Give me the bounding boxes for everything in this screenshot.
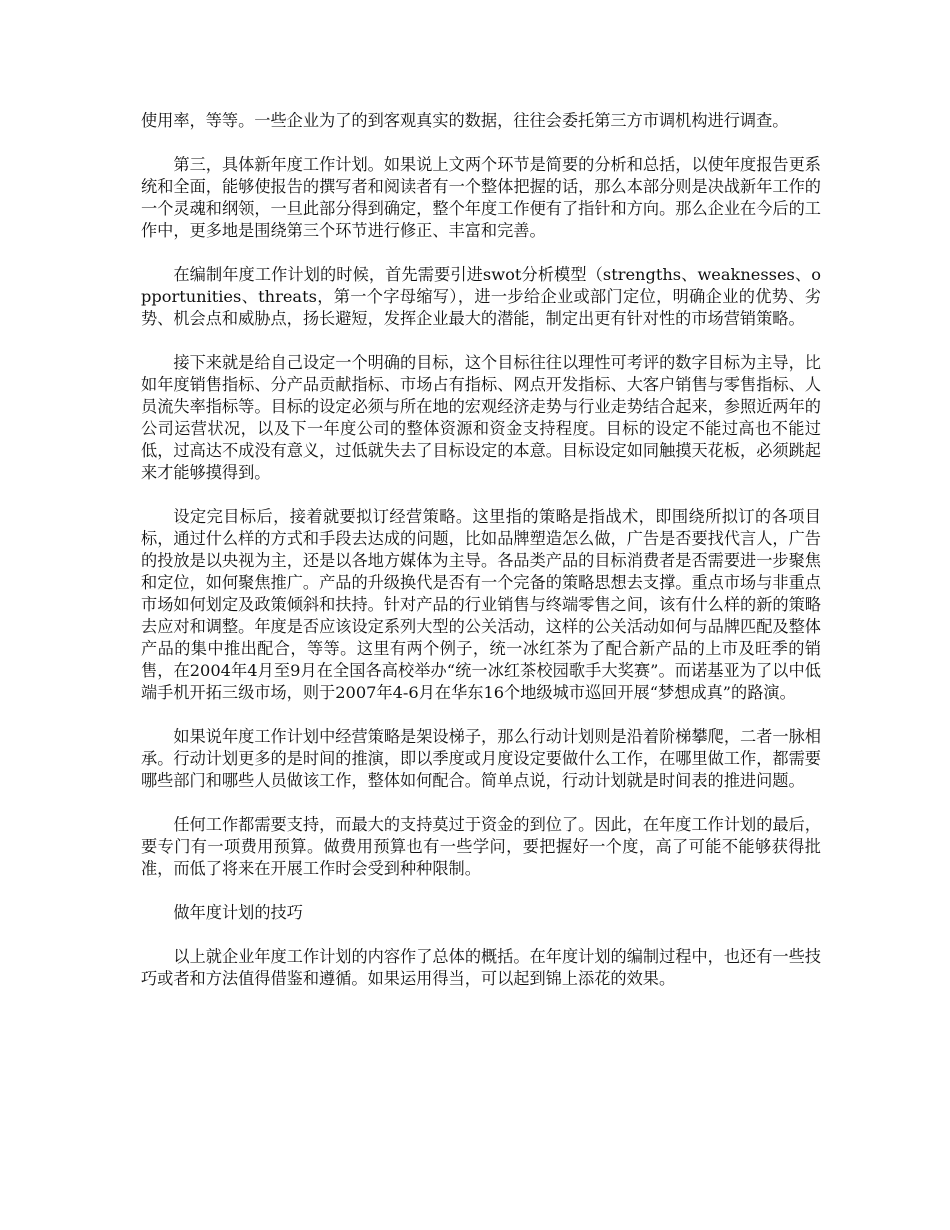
section-heading: 做年度计划的技巧	[173, 903, 303, 922]
paragraph-swot: 在编制年度工作计划的时候，首先需要引进swot分析模型（strengths、weaknesses、opportunities、threats，第一个字母缩写），进一步给企业或部门定位，明确企业的优势、劣势、机会点和威胁点，扬长避短，发挥企业最大的潜能，制定出更有针对性的市场营销策略。	[141, 265, 821, 328]
document-page	[141, 110, 821, 1012]
paragraph-third-step: 第三，具体新年度工作计划。如果说上文两个环节是简要的分析和总括，以使年度报告更系统和全面，能够使报告的撰写者和阅读者有一个整体把握的话，那么本部分则是决战新年工作的一个灵魂和纲领，一旦此部分得到确定，整个年度工作便有了指针和方向。那么企业在今后的工作中，更多地是围绕第三个环节进行修正、丰富和完善。	[141, 155, 821, 240]
paragraph-tips-intro: 以上就企业年度工作计划的内容作了总体的概括。在年度计划的编制过程中，也还有一些技巧或者和方法值得借鉴和遵循。如果运用得当，可以起到锦上添花的效果。	[141, 947, 821, 988]
paragraph-continuation: 使用率，等等。一些企业为了的到客观真实的数据，往往会委托第三方市调机构进行调查。	[141, 111, 789, 130]
paragraph-action-plan: 如果说年度工作计划中经营策略是架设梯子，那么行动计划则是沿着阶梯攀爬，二者一脉相承。行动计划更多的是时间的推演，即以季度或月度设定要做什么工作，在哪里做工作，都需要哪些部门和哪些人员做该工作，整体如何配合。简单点说，行动计划就是时间表的推进问题。	[141, 727, 821, 790]
paragraph-strategy: 设定完目标后，接着就要拟订经营策略。这里指的策略是指战术，即围绕所拟订的各项目标，通过什么样的方式和手段去达成的问题，比如品牌塑造怎么做，广告是否要找代言人，广告的投放是以央视为主，还是以各地方媒体为主导。各品类产品的目标消费者是否需要进一步聚焦和定位，如何聚焦推广。产品的升级换代是否有一个完备的策略思想去支撑。重点市场与非重点市场如何划定及政策倾斜和扶持。针对产品的行业销售与终端零售之间，该有什么样的新的策略去应对和调整。年度是否应该设定系列大型的公关活动，这样的公关活动如何与品牌匹配及整体产品的集中推出配合，等等。这里有两个例子，统一冰红茶为了配合新产品的上市及旺季的销售，在2004年4月至9月在全国各高校举办“统一冰红茶校园歌手大奖赛”。而诺基亚为了以中低端手机开拓三级市场，则于2007年4-6月在华东16个地级城市巡回开展“梦想成真”的路演。	[141, 507, 821, 702]
paragraph-budget: 任何工作都需要支持，而最大的支持莫过于资金的到位了。因此，在年度工作计划的最后，要专门有一项费用预算。做费用预算也有一些学问，要把握好一个度，高了可能不能够获得批准，而低了将来在开展工作时会受到种种限制。	[141, 815, 821, 878]
paragraph-goals: 接下来就是给自己设定一个明确的目标，这个目标往往以理性可考评的数字目标为主导，比如年度销售指标、分产品贡献指标、市场占有指标、网点开发指标、大客户销售与零售指标、人员流失率指标等。目标的设定必须与所在地的宏观经济走势与行业走势结合起来，参照近两年的公司运营状况，以及下一年度公司的整体资源和资金支持程度。目标的设定不能过高也不能过低，过高达不成没有意义，过低就失去了目标设定的本意。目标设定如同触摸天花板，必须跳起来才能够摸得到。	[141, 353, 821, 482]
